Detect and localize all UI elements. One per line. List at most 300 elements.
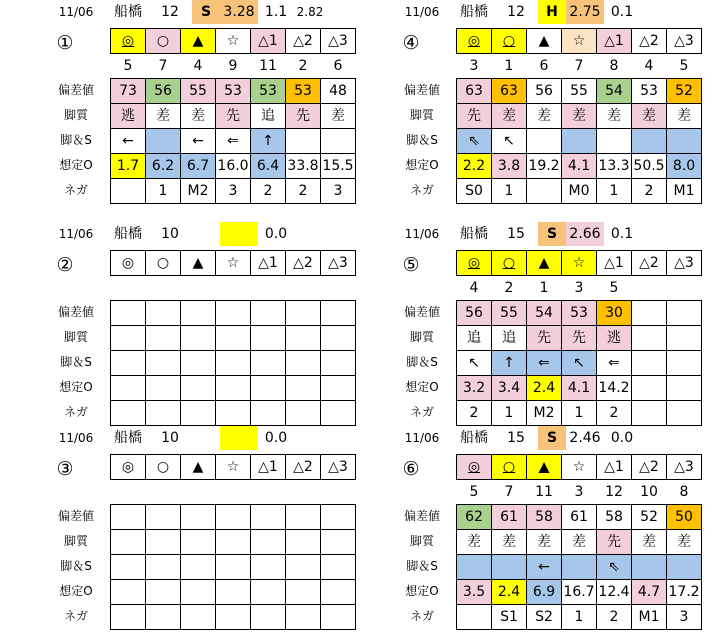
running-style-cell: [146, 326, 181, 351]
horse-number-cell: 7: [146, 54, 181, 79]
deviation-cell: 61: [562, 505, 597, 530]
pace-flow-cell: [111, 351, 146, 376]
horse-number-cell: [251, 480, 286, 505]
pace-flow-cell: [286, 351, 321, 376]
race-value-2: 0.0: [264, 226, 288, 242]
deviation-cell: [181, 301, 216, 326]
horse-number-cell: [286, 480, 321, 505]
race-grade: [192, 426, 220, 450]
odds-row: [111, 580, 356, 605]
pace-flow-cell: [321, 351, 356, 376]
mark-cell: ☆: [562, 251, 597, 276]
horse-number-cell: [286, 276, 321, 301]
running-style-cell: 差: [597, 104, 632, 129]
flow-row: [111, 351, 356, 376]
expected-odds-cell: [216, 580, 251, 605]
marks-row: [111, 455, 356, 480]
negative-cell: [457, 605, 492, 630]
running-style-cell: 追: [492, 326, 527, 351]
mark-cell: ○: [146, 29, 181, 54]
mark-cell: △3: [321, 455, 356, 480]
mark-cell: ○: [146, 455, 181, 480]
flow-row: [457, 555, 702, 580]
deviation-cell: 52: [632, 505, 667, 530]
mark-cell: △1: [597, 455, 632, 480]
mark-cell: △2: [632, 251, 667, 276]
running-style-cell: [181, 326, 216, 351]
horse-number-cell: 3: [562, 480, 597, 505]
expected-odds-cell: 50.5: [632, 154, 667, 179]
deviation-cell: [321, 301, 356, 326]
running-style-cell: 先: [527, 326, 562, 351]
row-label: 脚＆S: [406, 355, 438, 369]
marks-row: [457, 455, 702, 480]
race-header: [58, 0, 368, 24]
deviation-cell: [111, 301, 146, 326]
mark-cell: △2: [286, 455, 321, 480]
row-label: 脚質: [63, 330, 88, 344]
horses-row: [457, 276, 702, 301]
pace-flow-cell: ↑: [492, 351, 527, 376]
pace-flow-cell: [181, 351, 216, 376]
race-date: 11/06: [404, 431, 440, 445]
negative-cell: M0: [562, 179, 597, 204]
deviation-cell: 56: [146, 79, 181, 104]
pace-flow-cell: ←: [527, 555, 562, 580]
pace-flow-cell: [286, 129, 321, 154]
pace-flow-cell: ⇖: [457, 129, 492, 154]
mark-cell: [527, 455, 562, 480]
race-runners: 10: [161, 430, 179, 446]
running-style-cell: 差: [492, 530, 527, 555]
race-date: 11/06: [58, 431, 94, 445]
horse-number-cell: [632, 276, 667, 301]
race-number-label: ⑥: [402, 458, 420, 480]
dev-row: [457, 505, 702, 530]
nega-row: [457, 179, 702, 204]
horse-number-cell: 6: [321, 54, 356, 79]
horse-number-cell: 5: [111, 54, 146, 79]
negative-cell: M1: [667, 179, 702, 204]
mark-cell: △1: [251, 29, 286, 54]
deviation-cell: 48: [321, 79, 356, 104]
expected-odds-cell: [286, 580, 321, 605]
mark-cell: ☆: [562, 455, 597, 480]
race-value-3: [293, 222, 327, 246]
race-header: [58, 426, 368, 450]
mark-cell: △2: [286, 251, 321, 276]
negative-cell: S1: [492, 605, 527, 630]
negative-cell: [251, 401, 286, 426]
deviation-cell: 56: [457, 301, 492, 326]
deviation-cell: 58: [597, 505, 632, 530]
race-score: [220, 426, 258, 450]
mark-symbol: ▲: [538, 459, 550, 475]
dev-row: [111, 79, 356, 104]
horse-number-cell: [181, 480, 216, 505]
race-value-2: 1.1: [264, 4, 288, 20]
mark-cell: △3: [667, 29, 702, 54]
row-labels: [50, 300, 102, 425]
race-score: 2.46: [569, 430, 601, 446]
pace-flow-cell: [562, 555, 597, 580]
mark-symbol: ◎: [121, 33, 135, 49]
deviation-cell: [146, 505, 181, 530]
pace-flow-cell: [111, 555, 146, 580]
negative-cell: [321, 605, 356, 630]
deviation-cell: 30: [597, 301, 632, 326]
mark-cell: ▲: [527, 251, 562, 276]
negative-cell: M1: [632, 605, 667, 630]
mark-cell: △3: [321, 251, 356, 276]
row-label: ネガ: [63, 183, 88, 197]
deviation-cell: 63: [492, 79, 527, 104]
expected-odds-cell: 13.3: [597, 154, 632, 179]
race-value-3: 2.82: [296, 5, 324, 19]
deviation-cell: 54: [527, 301, 562, 326]
horse-number-cell: 4: [457, 276, 492, 301]
flow-row: [457, 129, 702, 154]
mark-cell: △2: [286, 29, 321, 54]
mark-cell: △1: [251, 251, 286, 276]
prediction-grid: [110, 250, 356, 426]
row-label: 脚＆S: [406, 559, 438, 573]
row-label: ネガ: [409, 405, 434, 419]
race-value-2: 0.1: [610, 4, 634, 20]
horse-number-cell: 1: [527, 276, 562, 301]
row-labels: [396, 78, 448, 203]
running-style-cell: [216, 530, 251, 555]
pace-flow-cell: ⇐: [216, 129, 251, 154]
row-labels: [50, 504, 102, 629]
deviation-cell: 53: [286, 79, 321, 104]
expected-odds-cell: [251, 580, 286, 605]
negative-cell: [181, 401, 216, 426]
running-style-cell: 差: [667, 104, 702, 129]
negative-cell: 2: [632, 179, 667, 204]
race-grade: S: [192, 0, 220, 24]
expected-odds-cell: 6.2: [146, 154, 181, 179]
race-header: [404, 222, 714, 246]
running-style-cell: 差: [527, 104, 562, 129]
row-label: 偏差値: [403, 509, 440, 523]
deviation-cell: [321, 505, 356, 530]
pace-flow-cell: [216, 555, 251, 580]
horse-number-cell: 6: [527, 54, 562, 79]
row-labels: [396, 300, 448, 425]
row-label: 脚質: [63, 534, 88, 548]
race-runners: 12: [507, 4, 525, 20]
negative-cell: 3: [216, 179, 251, 204]
expected-odds-cell: 8.0: [667, 154, 702, 179]
expected-odds-cell: [321, 580, 356, 605]
running-style-cell: 先: [562, 326, 597, 351]
nega-row: [111, 179, 356, 204]
pace-flow-cell: [216, 351, 251, 376]
deviation-cell: [251, 505, 286, 530]
row-label: 想定O: [405, 380, 439, 394]
race-date: 11/06: [58, 227, 94, 241]
running-style-cell: [286, 530, 321, 555]
style-row: [111, 326, 356, 351]
row-label: 想定O: [59, 158, 93, 172]
row-label: 想定O: [405, 158, 439, 172]
mark-cell: △1: [251, 455, 286, 480]
expected-odds-cell: 14.2: [597, 376, 632, 401]
negative-cell: [286, 401, 321, 426]
mark-symbol: ◎: [467, 459, 481, 475]
expected-odds-cell: [216, 376, 251, 401]
row-label: 脚＆S: [60, 133, 92, 147]
mark-symbol: ○: [502, 33, 516, 49]
horses-row: [457, 480, 702, 505]
mark-cell: [457, 251, 492, 276]
pace-flow-cell: ⇖: [597, 555, 632, 580]
dev-row: [457, 301, 702, 326]
negative-cell: S2: [527, 605, 562, 630]
row-label: 偏差値: [403, 83, 440, 97]
expected-odds-cell: [181, 580, 216, 605]
expected-odds-cell: 6.7: [181, 154, 216, 179]
pace-flow-cell: [146, 129, 181, 154]
race-score: 2.66: [566, 222, 604, 246]
pace-flow-cell: [632, 555, 667, 580]
horses-row: [111, 54, 356, 79]
mark-cell: ◎: [111, 251, 146, 276]
running-style-cell: 先: [216, 104, 251, 129]
mark-cell: ○: [146, 251, 181, 276]
expected-odds-cell: [111, 376, 146, 401]
horse-number-cell: 1: [492, 54, 527, 79]
running-style-cell: 追: [457, 326, 492, 351]
negative-cell: 2: [251, 179, 286, 204]
marks-row: [457, 29, 702, 54]
mark-cell: ☆: [216, 455, 251, 480]
running-style-cell: 差: [492, 104, 527, 129]
mark-cell: △2: [632, 29, 667, 54]
style-row: [111, 530, 356, 555]
pace-flow-cell: [146, 555, 181, 580]
expected-odds-cell: 16.0: [216, 154, 251, 179]
expected-odds-cell: [321, 376, 356, 401]
pace-flow-cell: [667, 351, 702, 376]
pace-flow-cell: [562, 129, 597, 154]
horses-row: [111, 480, 356, 505]
negative-cell: 2: [286, 179, 321, 204]
mark-symbol: ◎: [467, 33, 481, 49]
deviation-cell: [111, 505, 146, 530]
negative-cell: 3: [321, 179, 356, 204]
pace-flow-cell: ↖: [562, 351, 597, 376]
row-label: 脚質: [409, 534, 434, 548]
pace-flow-cell: ⇐: [527, 351, 562, 376]
race-number-label: ④: [402, 32, 420, 54]
running-style-cell: [111, 530, 146, 555]
expected-odds-cell: 4.7: [632, 580, 667, 605]
deviation-cell: [146, 301, 181, 326]
odds-row: [457, 376, 702, 401]
row-label: ネガ: [409, 183, 434, 197]
row-label: 脚＆S: [60, 559, 92, 573]
race-date: 11/06: [58, 5, 94, 19]
horse-number-cell: [111, 480, 146, 505]
negative-cell: [632, 401, 667, 426]
running-style-cell: 先: [597, 530, 632, 555]
expected-odds-cell: 15.5: [321, 154, 356, 179]
horse-number-cell: 5: [457, 480, 492, 505]
pace-flow-cell: [321, 555, 356, 580]
deviation-cell: [286, 505, 321, 530]
row-label: 偏差値: [57, 509, 94, 523]
pace-flow-cell: [146, 351, 181, 376]
mark-cell: △1: [597, 251, 632, 276]
prediction-grid: [456, 250, 702, 426]
expected-odds-cell: 12.4: [597, 580, 632, 605]
marks-row: [111, 251, 356, 276]
pace-flow-cell: [527, 129, 562, 154]
row-label: 偏差値: [403, 305, 440, 319]
deviation-cell: [216, 505, 251, 530]
row-label: 想定O: [405, 584, 439, 598]
running-style-cell: [667, 326, 702, 351]
expected-odds-cell: [146, 376, 181, 401]
marks-row: [111, 29, 356, 54]
horse-number-cell: [321, 480, 356, 505]
running-style-cell: 追: [251, 104, 286, 129]
race-track: 船橋: [460, 430, 488, 446]
mark-symbol: ○: [502, 255, 516, 271]
running-style-cell: [216, 326, 251, 351]
deviation-cell: 56: [527, 79, 562, 104]
pace-flow-cell: ⇐: [597, 351, 632, 376]
expected-odds-cell: 3.5: [457, 580, 492, 605]
running-style-cell: [286, 326, 321, 351]
race-value-3: [293, 426, 327, 450]
row-labels: [50, 78, 102, 203]
horse-number-cell: [146, 480, 181, 505]
expected-odds-cell: 2.4: [527, 376, 562, 401]
race-runners: 12: [161, 4, 179, 20]
negative-cell: [216, 605, 251, 630]
horse-number-cell: [146, 276, 181, 301]
horse-number-cell: [667, 276, 702, 301]
mark-cell: △1: [597, 29, 632, 54]
negative-cell: 2: [597, 401, 632, 426]
dev-row: [111, 505, 356, 530]
deviation-cell: 55: [181, 79, 216, 104]
pace-flow-cell: [667, 555, 702, 580]
negative-cell: [527, 179, 562, 204]
race-header: [404, 0, 714, 24]
deviation-cell: 61: [492, 505, 527, 530]
running-style-cell: [321, 530, 356, 555]
expected-odds-cell: 4.1: [562, 154, 597, 179]
row-label: 偏差値: [57, 305, 94, 319]
pace-flow-cell: [667, 129, 702, 154]
race-track: 船橋: [114, 4, 142, 20]
expected-odds-cell: 16.7: [562, 580, 597, 605]
mark-cell: △3: [321, 29, 356, 54]
expected-odds-cell: [181, 376, 216, 401]
expected-odds-cell: 3.4: [492, 376, 527, 401]
race-header: [404, 426, 714, 450]
negative-cell: [111, 605, 146, 630]
running-style-cell: 差: [181, 104, 216, 129]
pace-flow-cell: ↖: [492, 129, 527, 154]
pace-flow-cell: [632, 129, 667, 154]
deviation-cell: [667, 301, 702, 326]
deviation-cell: 63: [457, 79, 492, 104]
negative-cell: M2: [527, 401, 562, 426]
negative-cell: 1: [562, 605, 597, 630]
mark-cell: [492, 251, 527, 276]
negative-cell: 1: [146, 179, 181, 204]
horse-number-cell: 7: [492, 480, 527, 505]
mark-cell: [111, 29, 146, 54]
negative-cell: [321, 401, 356, 426]
mark-cell: ☆: [562, 29, 597, 54]
horse-number-cell: [216, 276, 251, 301]
row-label: 想定O: [59, 584, 93, 598]
horse-number-cell: 10: [632, 480, 667, 505]
expected-odds-cell: 6.9: [527, 580, 562, 605]
nega-row: [457, 605, 702, 630]
horse-number-cell: 8: [667, 480, 702, 505]
horse-number-cell: 9: [216, 54, 251, 79]
pace-flow-cell: [251, 351, 286, 376]
deviation-cell: [216, 301, 251, 326]
mark-cell: [457, 29, 492, 54]
row-label: ネガ: [409, 609, 434, 623]
mark-cell: [457, 455, 492, 480]
running-style-cell: [181, 530, 216, 555]
race-value-3: [639, 222, 673, 246]
negative-cell: 2: [457, 401, 492, 426]
negative-cell: [146, 605, 181, 630]
mark-cell: ☆: [216, 251, 251, 276]
deviation-cell: 53: [251, 79, 286, 104]
horse-number-cell: 7: [562, 54, 597, 79]
race-number-label: ⑤: [402, 254, 420, 276]
mark-cell: △2: [632, 455, 667, 480]
race-number-label: ②: [56, 254, 74, 276]
row-label: 脚質: [409, 330, 434, 344]
race-date: 11/06: [404, 5, 440, 19]
running-style-cell: 差: [527, 530, 562, 555]
pace-flow-cell: ←: [111, 129, 146, 154]
style-row: [457, 326, 702, 351]
deviation-cell: 55: [492, 301, 527, 326]
horse-number-cell: [216, 480, 251, 505]
running-style-cell: [251, 326, 286, 351]
row-labels: [396, 504, 448, 629]
running-style-cell: [146, 530, 181, 555]
running-style-cell: 差: [667, 530, 702, 555]
race-grade: H: [538, 0, 566, 24]
race-track: 船橋: [460, 4, 488, 20]
mark-cell: ▲: [527, 29, 562, 54]
race-value-2: 0.1: [610, 226, 634, 242]
race-grade: S: [538, 426, 566, 450]
row-label: 脚＆S: [406, 133, 438, 147]
horse-number-cell: 2: [492, 276, 527, 301]
mark-cell: ▲: [181, 29, 216, 54]
pace-flow-cell: [597, 129, 632, 154]
expected-odds-cell: 2.4: [492, 580, 527, 605]
flow-row: [457, 351, 702, 376]
race-grade: [192, 222, 220, 246]
race-runners: 10: [161, 226, 179, 242]
